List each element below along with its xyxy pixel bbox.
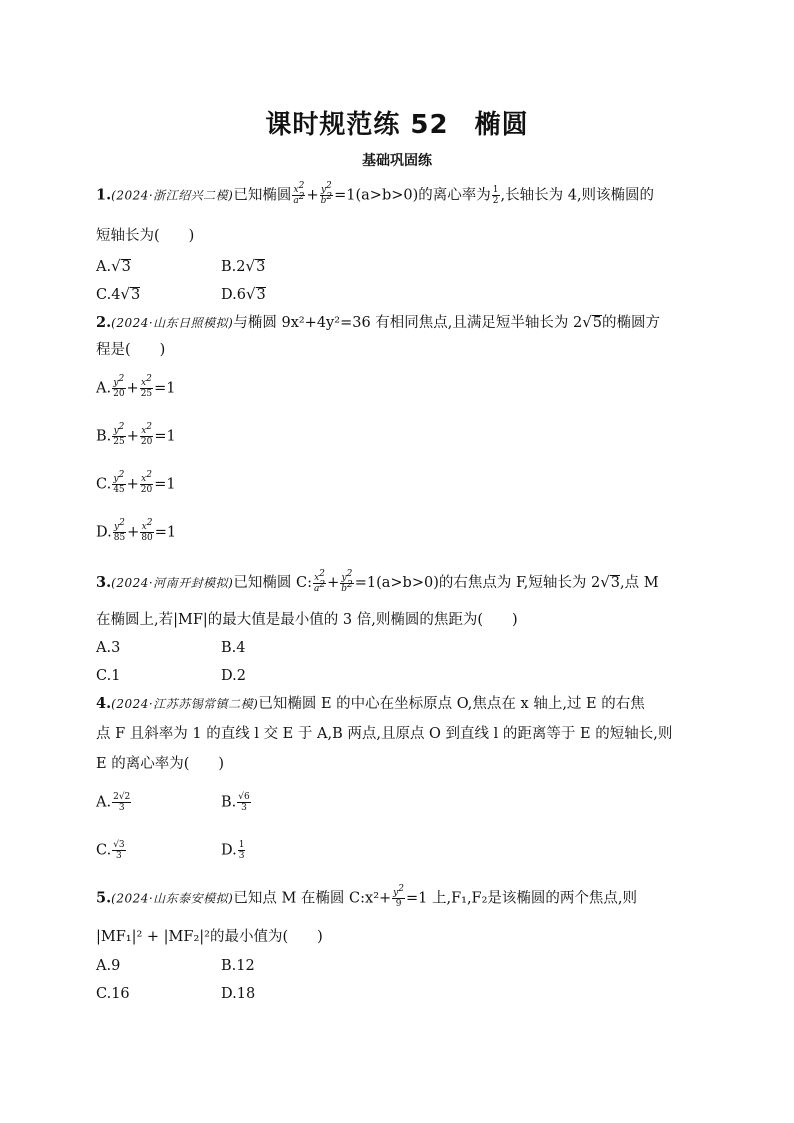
question-text: 的椭圆方: [602, 315, 661, 331]
option-label: D.: [221, 986, 237, 1002]
denominator: 3: [238, 851, 245, 861]
option-label: B.: [221, 958, 237, 974]
denominator: 80: [141, 533, 153, 543]
question-3-line-2: 在椭圆上,若|MF|的最大值是最小值的 3 倍,则椭圆的焦距为( ): [96, 612, 518, 628]
fraction: $\frac{y^2}{b^2}$: [341, 568, 353, 594]
option-coef: 6: [236, 287, 246, 303]
option-b[interactable]: [221, 792, 252, 813]
fraction: $\frac{y^2}{45}$: [113, 470, 125, 495]
option-label: C.: [96, 476, 112, 493]
denominator: 45: [113, 485, 125, 495]
question-number: 2.: [96, 314, 112, 331]
fraction: $\frac{x^2}{80}$: [141, 518, 153, 543]
question-1-line-1: 1.(2024·浙江绍兴二模)已知椭圆 $\frac{x^2}{a^2}$ + $\frac{y^2}{b^2}$ =1(a>b>0)的离心率为 $\frac{1}{2}$ ,长轴长为 4,则该椭圆的: [96, 181, 655, 206]
option-value: 4: [236, 640, 246, 656]
option-b[interactable]: [221, 638, 246, 658]
denominator: 20: [113, 389, 125, 399]
option-value: 3: [111, 640, 121, 656]
denominator: 3: [118, 803, 125, 813]
option-c[interactable]: C.4√3: [96, 285, 141, 303]
radicand: 3: [130, 287, 141, 303]
numerator: √3: [113, 840, 125, 850]
question-4-line-2: 点 F 且斜率为 1 的直线 l 交 E 于 A,B 两点,且原点 O 到直线 l 的距离等于 E 的短轴长,则: [96, 726, 673, 742]
fraction: $\frac{x^2}{20}$: [140, 470, 153, 495]
question-5-line-1: [96, 884, 638, 909]
question-text: 与椭圆 9x²+4y²=36 有相同焦点,且满足短半轴长为 2: [233, 315, 583, 331]
question-source: (2024·浙江绍兴二模): [111, 188, 234, 203]
numerator: 1: [238, 840, 245, 850]
question-number: 3.: [96, 574, 112, 591]
denominator: 85: [113, 533, 126, 543]
question-text: 已知点 M 在椭圆 C:x²+: [233, 890, 392, 907]
option-value: 16: [111, 986, 130, 1002]
fraction: [112, 792, 131, 813]
fraction: [112, 840, 125, 861]
option-d[interactable]: D.6√3: [221, 285, 266, 303]
radicand: 5: [592, 315, 603, 331]
option-label: D.: [221, 668, 237, 684]
option-label: A.: [96, 958, 112, 974]
section-heading: 基础巩固练: [362, 153, 432, 169]
question-4-line-1: [96, 694, 645, 714]
question-text: 已知椭圆 E 的中心在坐标原点 O,焦点在 x 轴上,过 E 的右焦: [258, 696, 645, 712]
radicand: 3: [256, 287, 266, 303]
option-label: C.: [96, 842, 112, 859]
option-value: 9: [111, 958, 121, 974]
option-label: C.: [96, 668, 112, 684]
question-text: ,点 M: [620, 575, 659, 591]
fraction: $\frac{x^2}{20}$: [140, 422, 153, 447]
fraction: $\frac{x^2}{a^2}$: [313, 568, 326, 594]
question-text: =1 上,F₁,F₂是该椭圆的两个焦点,则: [405, 890, 638, 907]
option-label: A.: [96, 640, 112, 656]
option-label: A.: [96, 380, 112, 397]
denominator: 25: [113, 437, 125, 447]
option-a[interactable]: [96, 956, 120, 976]
numerator: 2√2: [113, 792, 131, 802]
option-d[interactable]: [221, 666, 246, 686]
option-coef: 2: [236, 259, 246, 275]
option-a[interactable]: [96, 638, 120, 658]
question-text: 已知椭圆: [233, 187, 292, 204]
option-label: C.: [96, 287, 112, 303]
fraction: $\frac{x^2}{a^2}$: [293, 181, 305, 206]
question-source: (2024·河南开封模拟): [111, 576, 234, 590]
option-d[interactable]: [221, 840, 246, 861]
option-label: A.: [96, 259, 112, 275]
option-value: 18: [236, 986, 256, 1002]
title-topic: 椭圆: [474, 110, 529, 140]
numerator: √6: [238, 792, 250, 802]
fraction: $\frac{y^2}{b^2}$: [320, 181, 333, 206]
option-c[interactable]: [96, 666, 120, 686]
option-label: D.: [96, 524, 112, 541]
option-c[interactable]: [96, 840, 127, 861]
radicand: 3: [256, 259, 266, 275]
option-b[interactable]: [221, 956, 255, 976]
fraction: [238, 840, 246, 861]
option-value: 12: [236, 958, 255, 974]
option-label: B.: [221, 259, 237, 275]
fraction: $\frac{1}{2}$: [492, 185, 499, 206]
option-d[interactable]: [221, 984, 255, 1004]
denominator: 20: [140, 485, 153, 495]
option-label: B.: [221, 640, 237, 656]
option-b[interactable]: B.2√3: [221, 257, 266, 275]
option-label: C.: [96, 986, 112, 1002]
option-a[interactable]: [96, 792, 132, 813]
question-source: (2024·山东日照模拟): [111, 316, 234, 330]
option-label: B.: [221, 794, 237, 811]
option-label: D.: [221, 287, 237, 303]
question-number: 5.: [96, 889, 112, 907]
option-a[interactable]: A. $\frac{y^2}{20}$ + $\frac{x^2}{25}$ =1: [96, 374, 176, 399]
fraction: $\frac{x^2}{25}$: [140, 374, 153, 399]
fraction: $\frac{y^2}{9}$: [393, 884, 404, 909]
page-title: [0, 104, 794, 141]
question-2-line-2: 程是( ): [96, 342, 166, 358]
denominator: 20: [140, 437, 153, 447]
option-c[interactable]: [96, 984, 130, 1004]
option-coef: 4: [111, 287, 121, 303]
question-text: 已知椭圆 C:: [233, 575, 312, 591]
option-c[interactable]: C. $\frac{y^2}{45}$ + $\frac{x^2}{20}$ =1: [96, 470, 176, 495]
title-main: 课时规范练 52: [265, 110, 449, 140]
radicand: 3: [121, 259, 131, 275]
option-value: 2: [236, 668, 246, 684]
question-text: =1(a>b>0)的离心率为: [334, 187, 491, 204]
question-1-line-2: 短轴长为( ): [96, 228, 195, 244]
question-2-line-1: 2.(2024·山东日照模拟)与椭圆 9x²+4y²=36 有相同焦点,且满足短半轴长为 2√5的椭圆方: [96, 313, 661, 331]
question-source: (2024·江苏苏锡常镇二模): [111, 697, 259, 711]
question-5-line-2: |MF₁|² + |MF₂|²的最小值为( ): [96, 929, 323, 945]
denominator: 3: [241, 803, 247, 813]
question-number: 1.: [96, 186, 112, 204]
question-source: (2024·山东泰安模拟): [111, 891, 234, 906]
option-b[interactable]: B. $\frac{y^2}{25}$ + $\frac{x^2}{20}$ =1: [96, 422, 176, 447]
fraction: $\frac{y^2}{20}$: [113, 374, 125, 399]
option-label: D.: [221, 842, 237, 859]
option-d[interactable]: D. $\frac{y^2}{85}$ + $\frac{x^2}{80}$ =1: [96, 518, 177, 543]
question-4-line-3: E 的离心率为( ): [96, 756, 225, 772]
denominator: 25: [140, 389, 153, 399]
question-text: ,长轴长为 4,则该椭圆的: [500, 187, 655, 204]
question-text: =1(a>b>0)的右焦点为 F,短轴长为 2: [354, 575, 601, 591]
fraction: $\frac{y^2}{85}$: [113, 518, 126, 543]
option-label: A.: [96, 794, 112, 811]
option-a[interactable]: A.√3: [96, 257, 131, 275]
question-number: 4.: [96, 695, 112, 712]
fraction: $\frac{y^2}{25}$: [113, 422, 125, 447]
option-label: B.: [96, 428, 112, 445]
question-3-line-1: 3.(2024·河南开封模拟)已知椭圆 C: $\frac{x^2}{a^2}$ + $\frac{y^2}{b^2}$ =1(a>b>0)的右焦点为 F,短轴长为 2√3,点 M: [96, 568, 659, 594]
denominator: 3: [116, 851, 122, 861]
fraction: [237, 792, 250, 813]
option-value: 1: [111, 668, 121, 684]
radicand: 3: [610, 575, 621, 591]
